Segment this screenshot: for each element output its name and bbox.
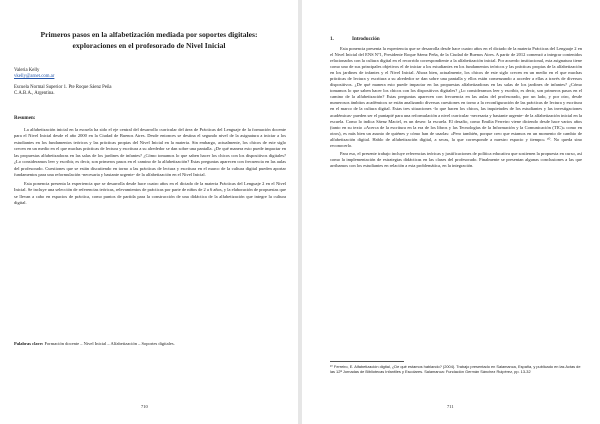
author-institution: Escuela Normal Superior 1. Pte Roque Sáenz Peña	[14, 84, 112, 90]
footnote: ¹⁰ Ferreiro, E. Alfabetización digital, ¿De qué estamos hablando? (2004). Trabajo presentado en Salamanca, España, y publicado en las Actas de las 12ª Jornadas de Bibliotecas Infantiles y Escolares. Salamanca: Fundación Germán Sánchez Ruipérez, pp. 13-32	[330, 364, 581, 375]
section-number: 1.	[330, 37, 334, 42]
keywords	[14, 341, 286, 347]
paper-title: Primeros pasos en la alfabetización mediada por soportes digitales: exploraciones en el profesorado de Nivel Inicial	[40, 30, 258, 50]
keywords-text: Formación docente – Nivel Inicial – Alfabetización – Soportes digitales.	[44, 341, 175, 346]
section-title: Introducción	[352, 37, 380, 42]
body-paragraph: Para eso, el presente trabajo incluye referencias teóricas y justificaciones de política educativa que sostienen la propuesta en curso, así como la implementación de estrategias didácticas en las clases del profesorado. Finalmente se presentan algunas conclusiones a las que arribamos con los estudiantes en relación a esta problemática, en la integración.	[330, 150, 582, 168]
author-location: C.A.B.A., Argentina.	[14, 91, 55, 97]
author-block	[14, 68, 112, 98]
abstract-paragraph: Esta ponencia presenta la experiencia que se desarrolla desde hace cuatro años en el dictado de la materia Prácticas del Lenguaje 2 en el Nivel Inicial. Se incluye una selección de referencias teóricas, relevamientos de prácticas por parte de niños de 2 a 6 años, y la elaboración de propuestas que se llevan a cabo en espacios de práctica, como puntos de partida para la construcción de una didáctica de la alfabetización que integre la cultura digital.	[14, 180, 286, 205]
abstract-body	[14, 127, 286, 322]
abstract-heading: Resumen:	[14, 116, 36, 121]
author-email-link[interactable]: vkelly@arnet.com.ar	[14, 74, 55, 80]
abstract-paragraph: La alfabetización inicial en la escuela ha sido el eje central del desarrollo curricular del área de Prácticas del Lenguaje de la formación docente para el Nivel Inicial desde el año 2000 en la Ciudad de Buenos Aires. Desde entonces se destina el segundo nivel de la asignatura a iniciar a los estudiantes en los fundamentos teóricos y las prácticas propias del Nivel Inicial en la materia. Sin embargo, actualmente, los chicos de este siglo crecen en un medio en el que muchas prácticas de lectura y escritura a su alrededor se dan sobre una pantalla. ¿De qué manera esto puede impactar en las propuestas alfabetizadoras en las salas de los jardines de infantes? ¿Cómo tomamos lo que saben hacer los chicos con los dispositivos digitales? ¿Lo consideramos leer y escribir, es decir, son primeros pasos en el camino de la alfabetización? Estas preguntas aparecen con frecuencia en las aulas del profesorado. Cuestiones que se están discutiendo en torno a las prácticas de lectura y escritura en el marco de la cultura digital pueden aportar fundamentos para una reformulación -necesaria y bastante urgente- de la alfabetización en el Nivel Inicial.	[14, 127, 286, 178]
right-page-number: 711	[447, 404, 454, 409]
footnote-rule	[330, 361, 404, 362]
body-paragraph: Esta ponencia presenta la experiencia que se desarrolla desde hace cuatro años en el dictado de la materia Prácticas del Lenguaje 2 en el Nivel Inicial del ENS Nº1, Presidente Roque Sáenz Peña, de la Ciudad de Buenos Aires. A partir de 2012 comenzó a integrar contenidos relacionados con la cultura digital en el recorrido correspondiente a la alfabetización inicial. Por acuerdo institucional, esta asignatura tiene como uno de sus principales objetivos el de iniciar a los estudiantes en los fundamentos teóricos y las prácticas propias de la alfabetización en los jardines de infantes y el Nivel Inicial. Ahora bien, actualmente, los chicos de este siglo crecen en un medio en el que muchas prácticas de lectura y escritura a su alrededor se dan sobre una pantalla y ellos están comenzando a acceder a ellas a través de diversos dispositivos. ¿De qué manera esto puede impactar en las propuestas alfabetizadoras en las salas de los jardines de infantes? ¿Cómo tomamos lo que saben hacer los chicos con los dispositivos digitales? ¿Lo consideramos leer y escribir, es decir, son primeros pasos en el camino de la alfabetización? Estas preguntas aparecen con frecuencia en las aulas del profesorado, por un lado, y por otro, desde numerosos ámbitos académicos se están analizando diversas cuestiones en torno a la reconfiguración de las prácticas de lectura y escritura en el marco de la cultura digital. Estas tres situaciones -lo que hacen los chicos, las inquietudes de los estudiantes y las investigaciones académicas- pueden ser el puntapié para una reformulación a nivel curricular -necesaria y bastante urgente- de la alfabetización inicial en la escuela. Como lo indica Sáenz Maciel, es un deseo: la escuela. El desafío, como Emilia Ferreiro viene diciendo desde hace varios años (tanto en su texto «Acerca de la escritura en la era de los libros y las Tecnologías de la Información y la Comunicación (TIC)» como en otros), es más bien un asunto de quiénes y cómo han de usarlas: «Pero también, porque creo que estamos en un momento de cambio de alfabetización digital. Hablo de alfabetización digital, a secas, la que corresponde a nuestro espacio y tiempo» ¹⁰. No queda sino reconocerlo.	[330, 46, 582, 148]
left-page-number: 710	[141, 404, 148, 409]
introduction-body	[330, 46, 582, 350]
section-heading	[330, 37, 380, 42]
keywords-label: Palabras clave:	[14, 341, 44, 346]
author-name: Valeria Kelly	[14, 68, 40, 73]
